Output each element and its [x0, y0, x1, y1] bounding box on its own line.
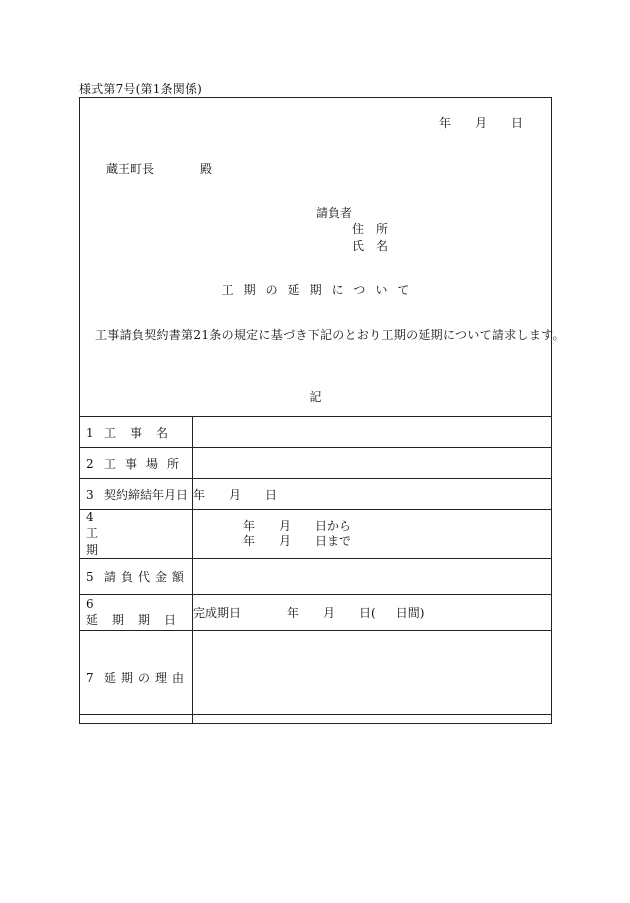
addressee-title: 蔵王町長 [106, 162, 155, 176]
construction-site-field[interactable] [193, 448, 552, 479]
document-subject: 工期の延期について [221, 283, 420, 297]
row-label [80, 559, 193, 595]
completion-prefix: 完成期日 [193, 606, 242, 620]
contract-amount-field[interactable] [193, 559, 552, 595]
construction-name-field[interactable] [193, 417, 552, 448]
row-label [80, 595, 193, 631]
row-label-text: 延期の理由 [104, 670, 190, 685]
table-row [80, 448, 552, 479]
extension-reason-field[interactable] [193, 631, 552, 724]
table-row [80, 417, 552, 448]
period-to: 年 月 日まで [243, 534, 352, 548]
table-row [80, 631, 552, 724]
contract-year: 年 [193, 487, 206, 502]
row-label-text: 工事名 [104, 425, 183, 440]
contractor-name-label: 氏 名 [352, 239, 389, 253]
form-number-label: 様式第7号(第1条関係) [79, 82, 203, 96]
contractor-heading: 請負者 [316, 206, 353, 220]
row-number: 3 [86, 487, 94, 502]
ki-heading: 記 [309, 390, 322, 404]
row-number: 1 [86, 425, 94, 440]
table-row [80, 559, 552, 595]
contract-day: 日 [265, 487, 278, 502]
contractor-address-label: 住 所 [352, 222, 389, 236]
row-label-text: 工事場所 [104, 456, 189, 471]
details-table [79, 416, 552, 724]
table-row [80, 510, 552, 559]
row-number: 4 [86, 510, 94, 524]
date-day: 日 [510, 116, 523, 130]
row-label [80, 631, 193, 724]
row-label [80, 479, 193, 510]
row-number: 5 [86, 570, 94, 584]
request-form-sheet [79, 97, 565, 715]
construction-period-field[interactable] [193, 510, 552, 559]
addressee-honorific: 殿 [200, 162, 213, 176]
contract-date-field[interactable] [193, 479, 552, 510]
contract-month: 月 [229, 487, 242, 502]
row-number: 2 [86, 456, 94, 471]
row-number: 6 [86, 597, 94, 611]
extension-days: 日間) [395, 606, 425, 620]
row-number: 7 [86, 670, 94, 685]
row-label-text: 延期期日 [86, 613, 191, 627]
row-label-text: 契約締結年月日 [104, 487, 189, 502]
row-label-text: 工期 [86, 526, 155, 557]
request-body-text: 工事請負契約書第21条の規定に基づき下記のとおり工期の延期について請求します。 [95, 328, 565, 342]
period-from: 年 月 日から [243, 519, 352, 533]
table-row [80, 595, 552, 631]
row-label [80, 448, 193, 479]
extension-date-field[interactable]: 完成期日 年 月 日( 日間) [193, 595, 552, 631]
table-row [80, 479, 552, 510]
date-month: 月 [474, 116, 487, 130]
row-label [80, 510, 193, 559]
row-label-text: 請負代金額 [104, 570, 190, 584]
submission-date [439, 114, 523, 131]
addressee [106, 160, 212, 177]
date-year: 年 [438, 116, 451, 130]
row-label [80, 417, 193, 448]
